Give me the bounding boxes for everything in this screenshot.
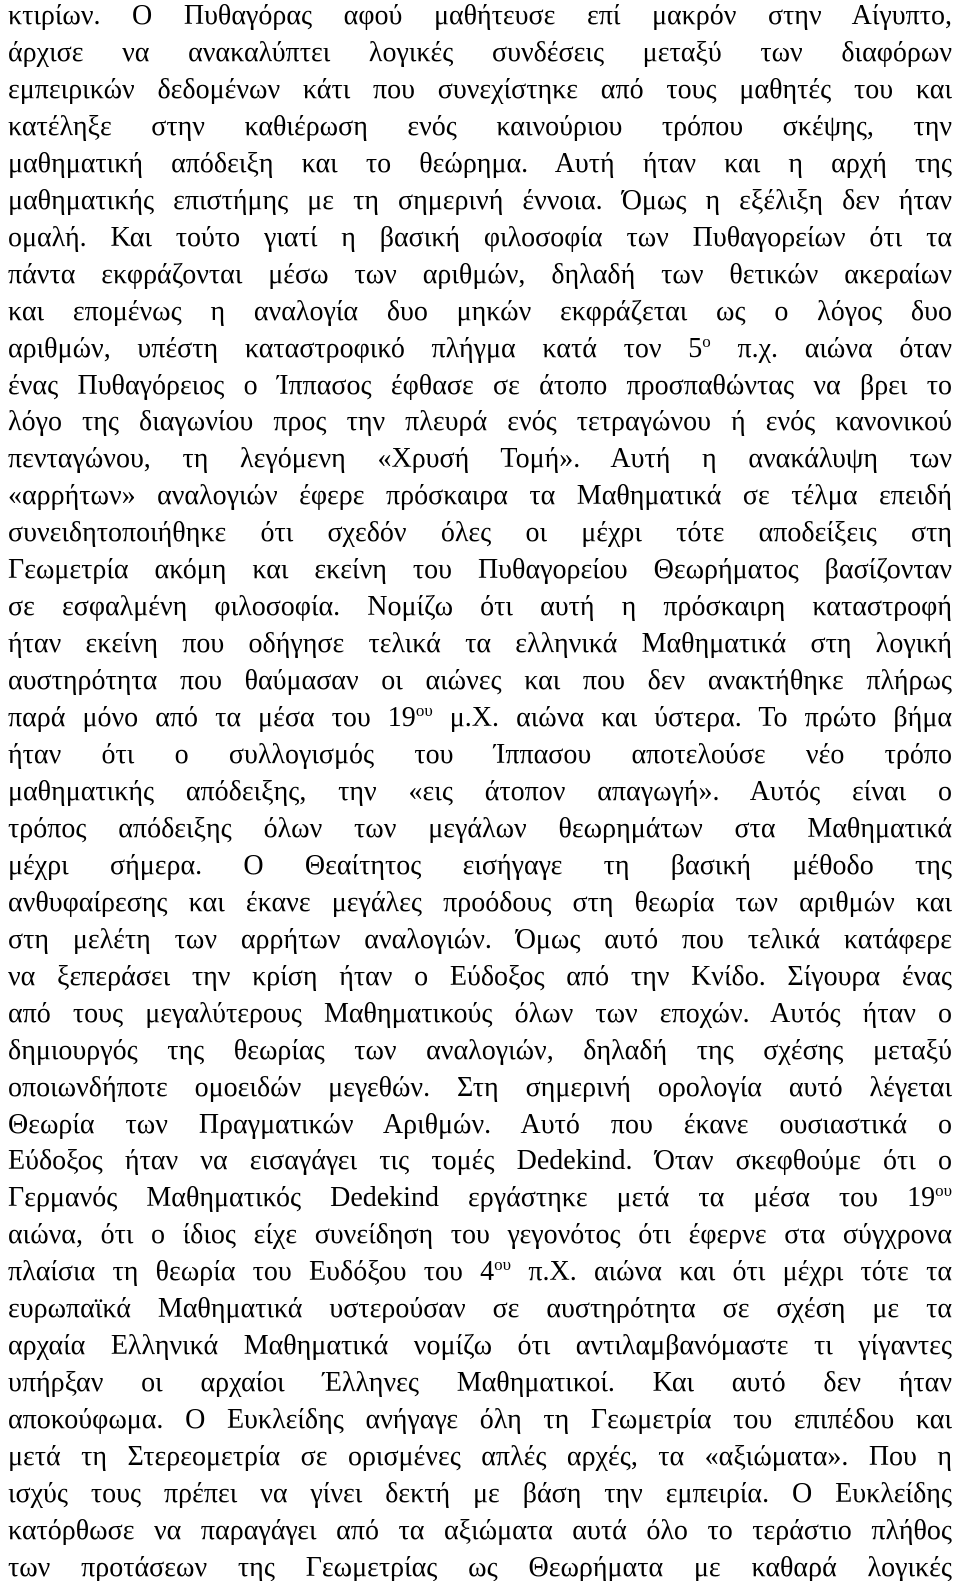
line-text: πλαίσια τη θεωρία του Ευδόξου του 4 bbox=[8, 1256, 495, 1288]
line-text: κτιρίων. Ο Πυθαγόρας αφού μαθήτευσε επί μακρόν στην Αίγυπτο, bbox=[8, 0, 952, 31]
line-text: παρά μόνο από τα μέσα του 19 bbox=[8, 702, 416, 734]
line-text: ευρωπαϊκά Μαθηματικά υστερούσαν σε αυστηρότητα σε σχέση με τα bbox=[8, 1293, 952, 1325]
text-line bbox=[8, 699, 952, 737]
line-text: μέχρι σήμερα. Ο Θεαίτητος εισήγαγε τη βασική μέθοδο της bbox=[8, 849, 952, 881]
line-text: κατέληξε στην καθιέρωση ενός καινούριου τρόπου σκέψης, την bbox=[8, 110, 952, 142]
text-line bbox=[8, 588, 952, 626]
line-text: υπήρξαν οι αρχαίοι Έλληνες Μαθηματικοί. Και αυτό δεν ήταν bbox=[8, 1367, 952, 1399]
line-text: Γεωμετρία ακόμη και εκείνη του Πυθαγορείου Θεωρήματος βασίζονταν bbox=[8, 554, 952, 586]
superscript-text: ου bbox=[494, 1255, 512, 1275]
line-text: να ξεπεράσει την κρίση ήταν ο Εύδοξος από την Κνίδο. Σίγουρα ένας bbox=[8, 960, 952, 992]
line-text: άρχισε να ανακαλύπτει λογικές συνδέσεις μεταξύ των διαφόρων bbox=[8, 36, 952, 68]
text-line bbox=[8, 145, 952, 183]
line-text: αριθμών, υπέστη καταστροφικό πλήγμα κατά τον 5 bbox=[8, 332, 703, 364]
line-text: εμπειρικών δεδομένων κάτι που συνεχίστηκε από τους μαθητές του και bbox=[8, 73, 952, 105]
text-line bbox=[8, 1290, 952, 1328]
line-text: Θεωρία των Πραγματικών Αριθμών. Αυτό που έκανε ουσιαστικά ο bbox=[8, 1108, 952, 1140]
text-line bbox=[8, 884, 952, 922]
text-line bbox=[8, 1438, 952, 1476]
document-page bbox=[8, 0, 952, 1581]
text-line bbox=[8, 256, 952, 294]
text-line bbox=[8, 219, 952, 257]
text-line bbox=[8, 1475, 952, 1513]
line-text: των προτάσεων της Γεωμετρίας ως Θεωρήματα με καθαρά λογικές bbox=[8, 1551, 952, 1581]
text-line bbox=[8, 1253, 952, 1291]
text-line bbox=[8, 1069, 952, 1107]
text-line bbox=[8, 1216, 952, 1254]
text-line bbox=[8, 958, 952, 996]
text-line bbox=[8, 625, 952, 663]
line-text: ένας Πυθαγόρειος ο Ίππασος έφθασε σε άτοπο προσπαθώντας να βρει το bbox=[8, 369, 952, 401]
line-text: ήταν εκείνη που οδήγησε τελικά τα ελληνικά Μαθηματικά στη λογική bbox=[8, 628, 952, 660]
text-line bbox=[8, 995, 952, 1033]
line-text: μαθηματικής επιστήμης με τη σημερινή έννοια. Όμως η εξέλιξη δεν ήταν bbox=[8, 184, 952, 216]
superscript-text: ου bbox=[415, 701, 433, 721]
line-text: ήταν ότι ο συλλογισμός του Ίππασου αποτελούσε νέο τρόπο bbox=[8, 739, 952, 770]
text-line bbox=[8, 810, 952, 848]
text-line bbox=[8, 773, 952, 811]
text-line bbox=[8, 1401, 952, 1439]
text-line bbox=[8, 736, 952, 774]
text-line bbox=[8, 1549, 952, 1581]
line-text: ισχύς τους πρέπει να γίνει δεκτή με βάση την εμπειρία. Ο Ευκλείδης bbox=[8, 1478, 952, 1509]
text-line bbox=[8, 34, 952, 72]
text-line bbox=[8, 293, 952, 331]
text-line bbox=[8, 477, 952, 515]
line-text: αποκούφωμα. Ο Ευκλείδης ανήγαγε όλη τη Γεωμετρία του επιπέδου και bbox=[8, 1404, 952, 1436]
text-line bbox=[8, 662, 952, 700]
line-text: πενταγώνου, τη λεγόμενη «Χρυσή Τομή». Αυτή η ανακάλυψη των bbox=[8, 443, 952, 475]
line-text: οποιωνδήποτε ομοειδών μεγεθών. Στη σημερινή ορολογία αυτό λέγεται bbox=[8, 1071, 952, 1103]
line-text: ομαλή. Και τούτο γιατί η βασική φιλοσοφία των Πυθαγορείων ότι τα bbox=[8, 221, 952, 253]
line-text: δημιουργός της θεωρίας των αναλογιών, δηλαδή της σχέσης μεταξύ bbox=[8, 1034, 952, 1066]
text-line bbox=[8, 1327, 952, 1365]
text-line bbox=[8, 847, 952, 885]
line-text: κατόρθωσε να παραγάγει από τα αξιώματα αυτά όλο το τεράστιο πλήθος bbox=[8, 1514, 952, 1546]
text-line bbox=[8, 0, 952, 35]
line-text: ανθυφαίρεσης και έκανε μεγάλες προόδους στη θεωρία των αριθμών και bbox=[8, 886, 952, 918]
line-text: αιώνα, ότι ο ίδιος είχε συνείδηση του γεγονότος ότι έφερνε στα σύγχρονα bbox=[8, 1219, 952, 1251]
line-text: λόγο της διαγωνίου προς την πλευρά ενός τετραγώνου ή ενός κανονικού bbox=[8, 406, 952, 438]
line-text: αρχαία Ελληνικά Μαθηματικά νομίζω ότι αντιλαμβανόμαστε τι γίγαντες bbox=[8, 1330, 952, 1362]
text-line bbox=[8, 440, 952, 478]
text-line bbox=[8, 403, 952, 441]
text-line bbox=[8, 551, 952, 589]
line-text: «αρρήτων» αναλογιών έφερε πρόσκαιρα τα Μαθηματικά σε τέλμα επειδή bbox=[8, 480, 952, 512]
line-text: αυστηρότητα που θαύμασαν οι αιώνες και που δεν ανακτήθηκε πλήρως bbox=[8, 665, 952, 697]
line-text: Εύδοξος ήταν να εισαγάγει τις τομές Dedekind. Όταν σκεφθούμε ότι ο bbox=[8, 1145, 952, 1177]
text-line bbox=[8, 1179, 952, 1217]
superscript-text: ου bbox=[935, 1181, 952, 1201]
text-line bbox=[8, 1142, 952, 1180]
line-text: από τους μεγαλύτερους Μαθηματικούς όλων των εποχών. Αυτός ήταν ο bbox=[8, 997, 952, 1029]
line-text: συνειδητοποιήθηκε ότι σχεδόν όλες οι μέχρι τότε αποδείξεις στη bbox=[8, 517, 952, 549]
text-line bbox=[8, 1106, 952, 1144]
line-text: σε εσφαλμένη φιλοσοφία. Νομίζω ότι αυτή η πρόσκαιρη καταστροφή bbox=[8, 591, 952, 623]
text-line bbox=[8, 1364, 952, 1402]
text-line bbox=[8, 1512, 952, 1550]
text-line bbox=[8, 921, 952, 959]
line-text: πάντα εκφράζονται μέσω των αριθμών, δηλαδή των θετικών ακεραίων bbox=[8, 258, 952, 290]
text-line bbox=[8, 182, 952, 220]
text-line bbox=[8, 330, 952, 368]
text-line bbox=[8, 514, 952, 552]
line-text: μαθηματικής απόδειξης, την «εις άτοπον απαγωγή». Αυτός είναι ο bbox=[8, 775, 952, 807]
text-line bbox=[8, 367, 952, 405]
text-line bbox=[8, 71, 952, 109]
text-line bbox=[8, 1032, 952, 1070]
line-text: Γερμανός Μαθηματικός Dedekind εργάστηκε μετά τα μέσα του 19 bbox=[8, 1182, 936, 1214]
line-text-continued: π.χ. αιώνα όταν bbox=[710, 332, 952, 364]
superscript-text: ο bbox=[702, 331, 711, 351]
line-text-continued: μ.Χ. αιώνα και ύστερα. Το πρώτο βήμα bbox=[432, 702, 952, 734]
line-text: τρόπος απόδειξης όλων των μεγάλων θεωρημάτων στα Μαθηματικά bbox=[8, 812, 952, 844]
line-text-continued: π.Χ. αιώνα και ότι μέχρι τότε τα bbox=[511, 1256, 952, 1288]
line-text: και επομένως η αναλογία δυο μηκών εκφράζεται ως ο λόγος δυο bbox=[8, 295, 952, 327]
text-line bbox=[8, 108, 952, 146]
line-text: μαθηματική απόδειξη και το θεώρημα. Αυτή ήταν και η αρχή της bbox=[8, 147, 952, 179]
line-text: μετά τη Στερεομετρία σε ορισμένες απλές αρχές, τα «αξιώματα». Που η bbox=[8, 1441, 952, 1473]
line-text: στη μελέτη των αρρήτων αναλογιών. Όμως αυτό που τελικά κατάφερε bbox=[8, 923, 952, 955]
